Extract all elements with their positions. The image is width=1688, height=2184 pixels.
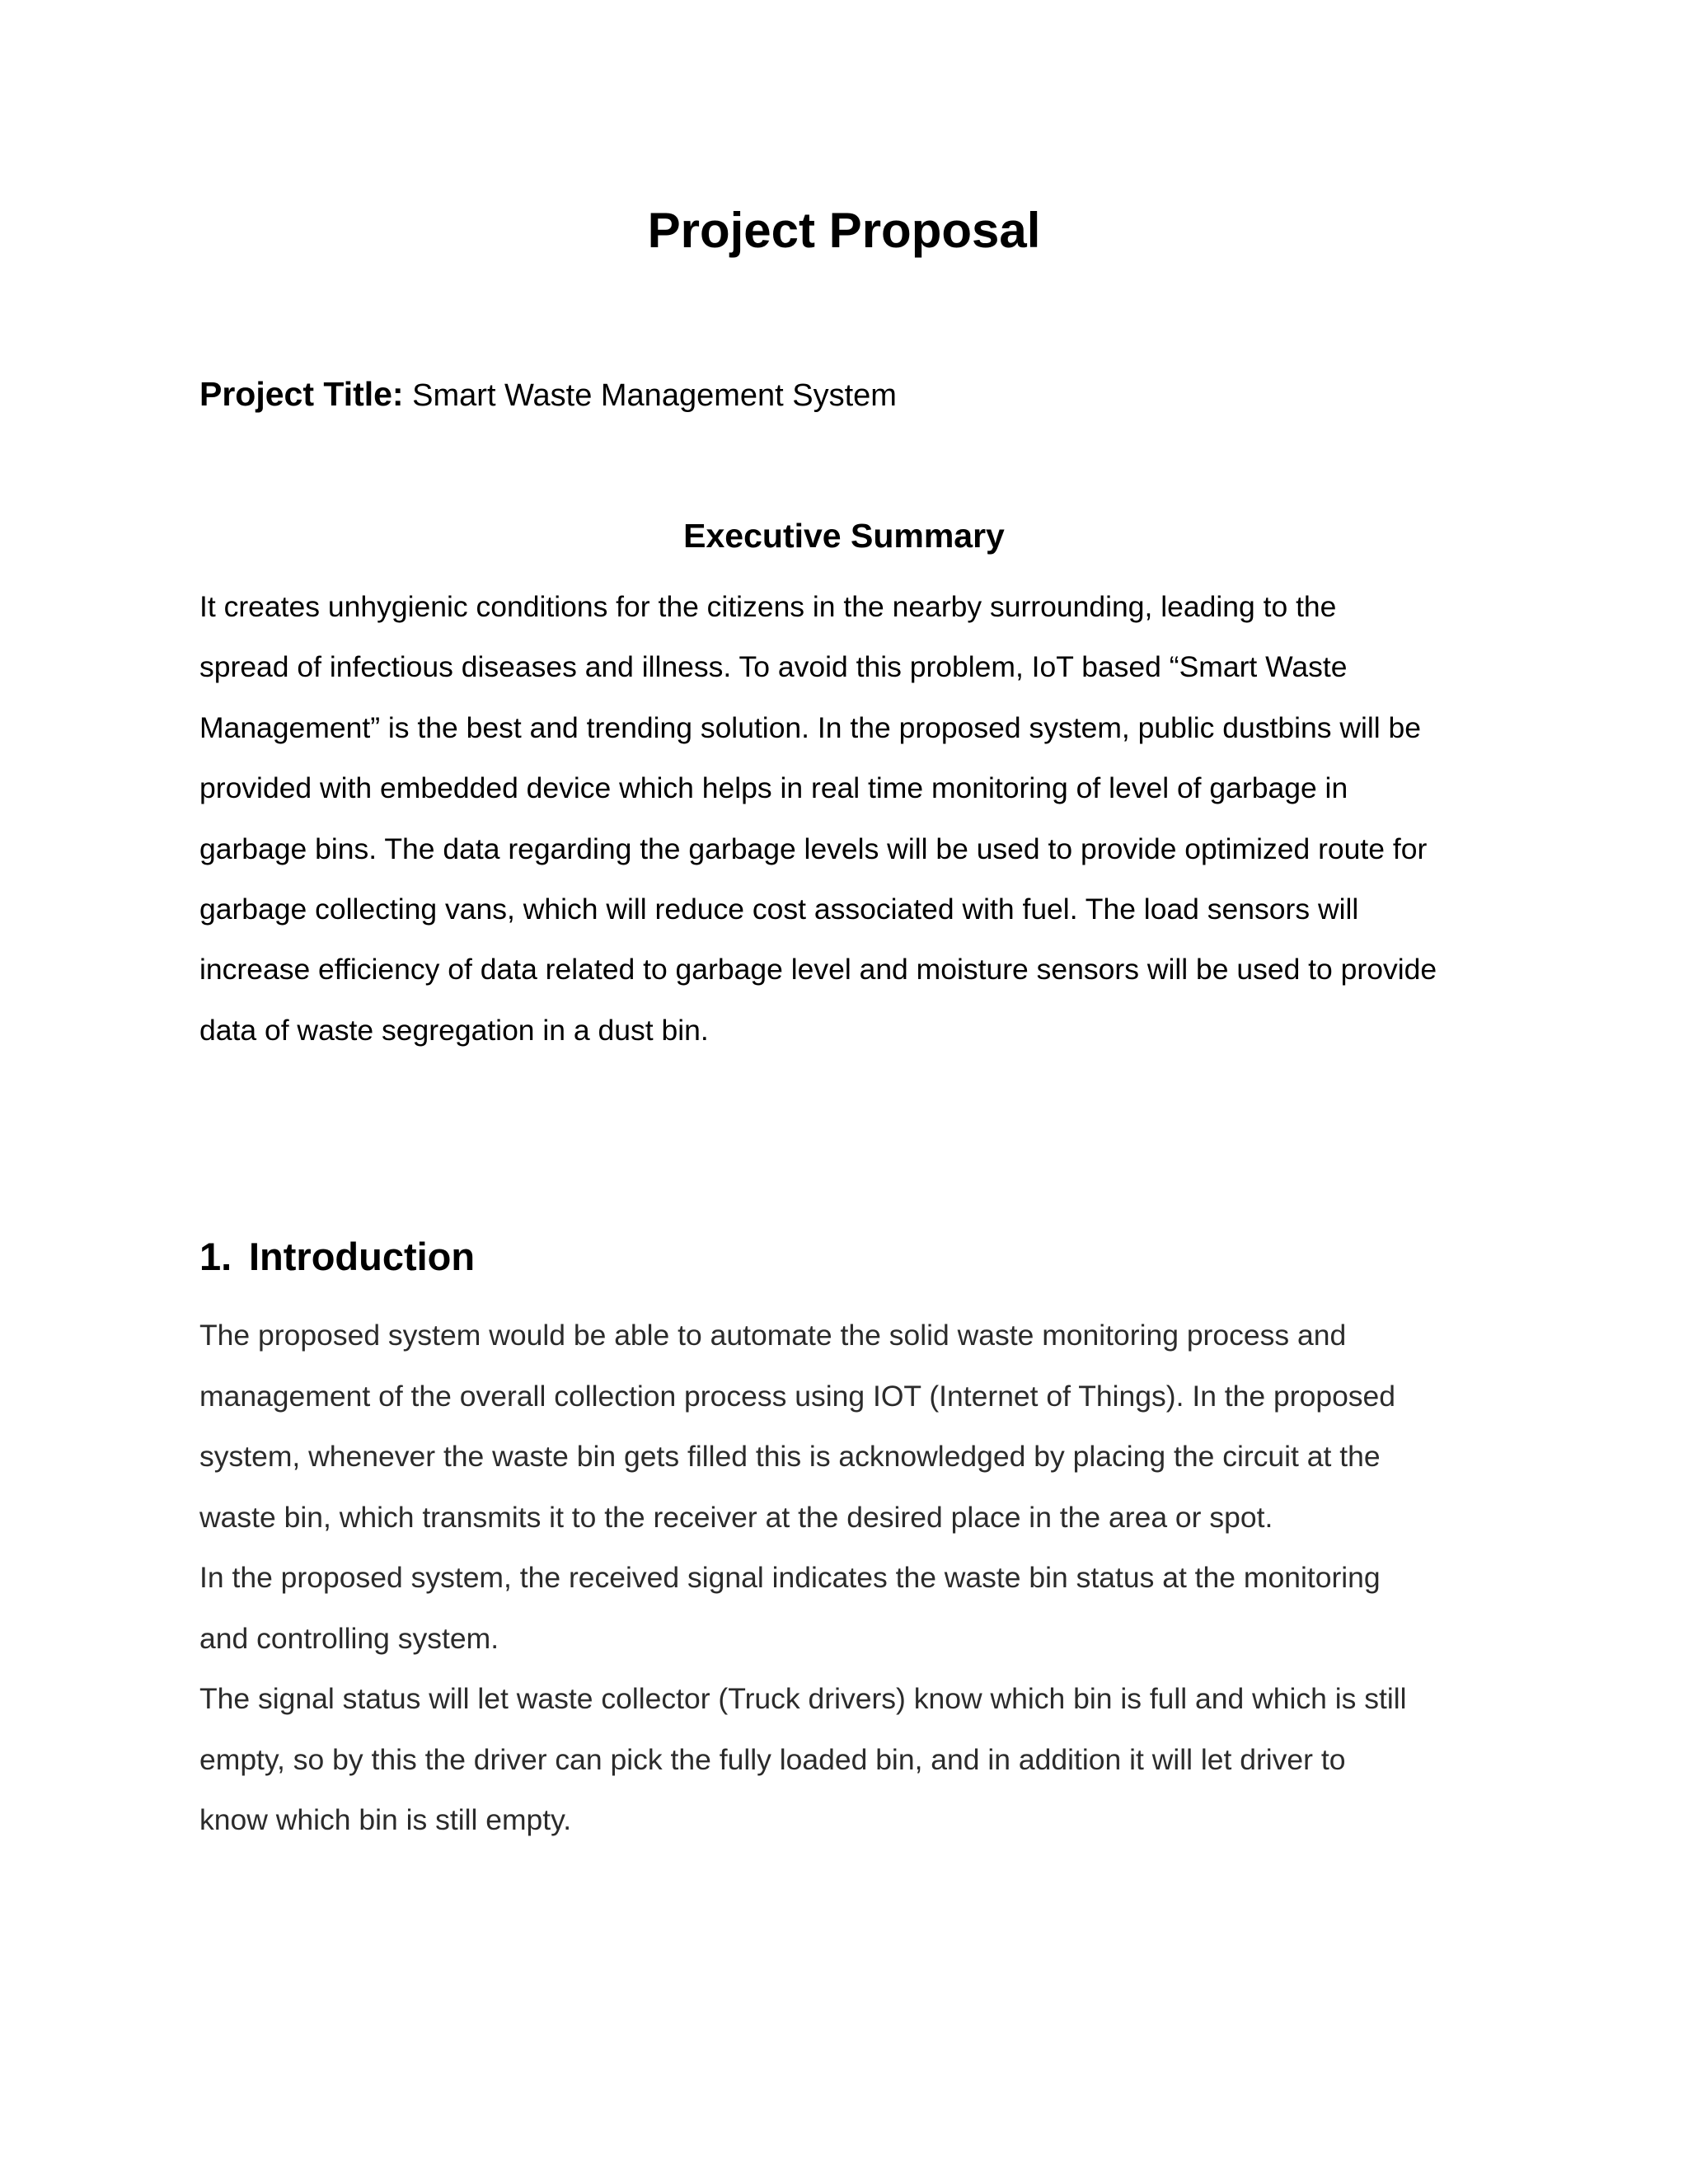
executive-summary-line: garbage collecting vans, which will reduce cost associated with fuel. The load sensors will — [199, 893, 1359, 926]
executive-summary-line: garbage bins. The data regarding the garbage levels will be used to provide optimized route for — [199, 832, 1428, 865]
introduction-line: In the proposed system, the received signal indicates the waste bin status at the monitoring — [199, 1561, 1381, 1594]
introduction-line: The proposed system would be able to automate the solid waste monitoring process and — [199, 1319, 1347, 1352]
executive-summary-line: data of waste segregation in a dust bin. — [199, 1013, 709, 1047]
introduction-section-number: 1. — [199, 1235, 232, 1278]
introduction-line: The signal status will let waste collector (Truck drivers) know which bin is full and which is still — [199, 1682, 1407, 1715]
page-title: Project Proposal — [647, 203, 1041, 258]
executive-summary-paragraph — [199, 577, 1502, 1061]
project-title-value: Smart Waste Management System — [403, 378, 897, 413]
executive-summary-heading: Executive Summary — [683, 517, 1005, 555]
introduction-paragraph — [199, 1305, 1518, 1851]
introduction-line: and controlling system. — [199, 1621, 499, 1655]
introduction-line: system, whenever the waste bin gets filled this is acknowledged by placing the circuit at the — [199, 1440, 1381, 1473]
executive-summary-line: It creates unhygienic conditions for the citizens in the nearby surrounding, leading to the — [199, 590, 1337, 623]
introduction-heading-text: Introduction — [249, 1235, 476, 1278]
introduction-line: know which bin is still empty. — [199, 1803, 572, 1836]
executive-summary-line: spread of infectious diseases and illness. To avoid this problem, IoT based “Smart Waste — [199, 650, 1348, 684]
executive-summary-line: increase efficiency of data related to garbage level and moisture sensors will be used to provide — [199, 953, 1437, 987]
introduction-line: management of the overall collection process using IOT (Internet of Things). In the proposed — [199, 1379, 1396, 1413]
executive-summary-line: Management” is the best and trending solution. In the proposed system, public dustbins will be — [199, 710, 1421, 744]
introduction-line: empty, so by this the driver can pick the fully loaded bin, and in addition it will let driver to — [199, 1742, 1346, 1776]
introduction-line: waste bin, which transmits it to the receiver at the desired place in the area or spot. — [199, 1500, 1273, 1534]
project-title-line — [199, 369, 1518, 420]
executive-summary-line: provided with embedded device which helps in real time monitoring of level of garbage in — [199, 771, 1348, 805]
project-title-label: Project Title: — [199, 375, 404, 413]
introduction-heading — [199, 1228, 1518, 1286]
